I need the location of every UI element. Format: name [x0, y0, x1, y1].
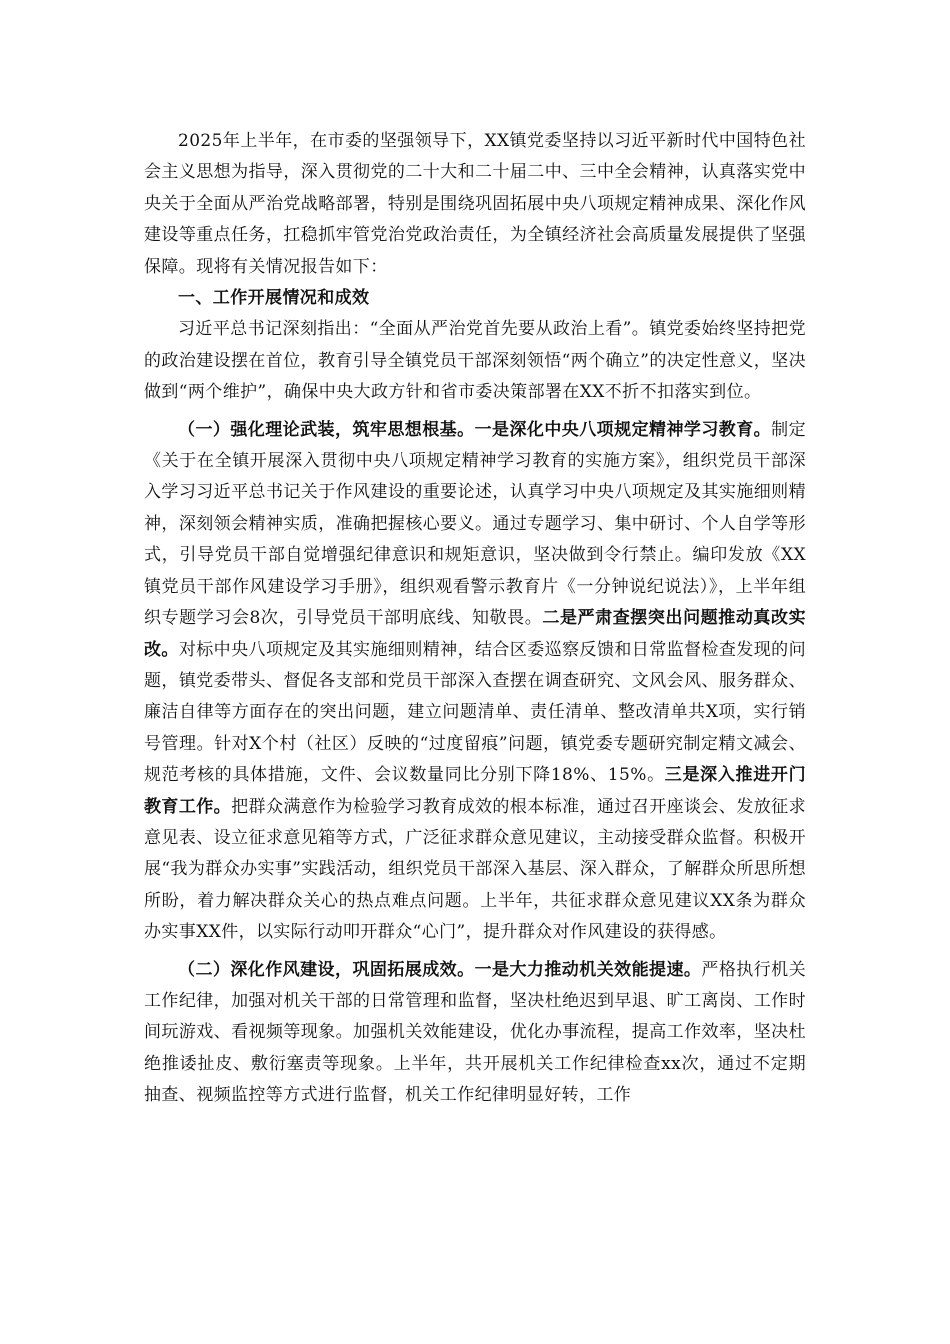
part1-point3-text: 把群众满意作为检验学习教育成效的根本标准，通过召开座谈会、发放征求意见表、设立征求意见箱等方式，广泛征求群众意见建议，主动接受群众监督。积极开展“我为群众办实事”实践活动，组织党员干部深入基层、深入群众，了解群众所思所想所盼，着力解决群众关心的热点难点问题。上半年，共征求群众意见建议XX条为群众办实事XX件，以实际行动叩开群众“心门”，提升群众对作风建设的获得感。	[144, 796, 806, 943]
part1-point2-title: 二是严肃查摆突出问题推动真改实改。	[144, 608, 807, 660]
part1-point1-title: 一是深化中央八项规定精神学习教育。	[474, 419, 772, 440]
part2-point1-text: 严格执行机关工作纪律，加强对机关干部的日常管理和监督，坚决杜绝迟到早退、旷工离岗、工作时间玩游戏、看视频等现象。加强机关效能建设，优化办事流程，提高工作效率，坚决杜绝推诿扯皮、敷衍塞责等现象。上半年，共开展机关工作纪律检查xx次，通过不定期抽查、视频监控等方式进行监督，机关工作纪律明显好转，工作	[144, 959, 807, 1106]
part1-title: （一）强化理论武装，筑牢思想根基。	[178, 419, 475, 440]
part2-point1-title: 一是大力推动机关效能提速。	[474, 959, 702, 980]
part1-paragraph	[144, 415, 806, 949]
part2-title: （二）深化作风建设，巩固拓展成效。	[178, 959, 475, 980]
document-body	[144, 126, 806, 1112]
part1-point1-text: 制定《关于在全镇开展深入贯彻中央八项规定精神学习教育的实施方案》，组织党员干部深入学习习近平总书记关于作风建设的重要论述，认真学习中央八项规定及其实施细则精神，深刻领会精神实质，准确把握核心要义。通过专题学习、集中研讨、个人自学等形式，引导党员干部自觉增强纪律意识和规矩意识，坚决做到令行禁止。编印发放《XX镇党员干部作风建设学习手册》，组织观看警示教育片《一分钟说纪说法）》，上半年组织专题学习会8次，引导党员干部明底线、知敬畏。	[144, 419, 806, 629]
part1-point3-title: 三是深入推进开门教育工作。	[144, 765, 806, 817]
part2-paragraph	[144, 955, 806, 1112]
intro-paragraph: 2025年上半年，在市委的坚强领导下，XX镇党委坚持以习近平新时代中国特色社会主义思想为指导，深入贯彻党的二十大和二十届二中、三中全会精神，认真落实党中央关于全面从严治党战略部署，特别是围绕巩固拓展中央八项规定精神成果、深化作风建设等重点任务，扛稳抓牢管党治党政治责任，为全镇经济社会高质量发展提供了坚强保障。现将有关情况报告如下：	[144, 131, 806, 277]
part1-point2-text: 对标中央八项规定及其实施细则精神，结合区委巡察反馈和日常监督检查发现的问题，镇党委带头、督促各支部和党员干部深入查摆在调查研究、文风会风、服务群众、廉洁自律等方面存在的突出问题，建立问题清单、责任清单、整改清单共X项，实行销号管理。针对X个村（社区）反映的“过度留痕”问题，镇党委专题研究制定精文减会、规范考核的具体措施，文件、会议数量同比分别下降18%、15%。	[144, 639, 806, 786]
section-heading-work-results: 一、工作开展情况和成效	[178, 288, 370, 309]
section-intro-paragraph: 习近平总书记深刻指出：“全面从严治党首先要从政治上看”。镇党委始终坚持把党的政治建设摆在首位，教育引导全镇党员干部深刻领悟“两个确立”的决定性意义，坚决做到“两个维护”，确保中央大政方针和省市委决策部署在XX不折不扣落实到位。	[144, 319, 806, 403]
